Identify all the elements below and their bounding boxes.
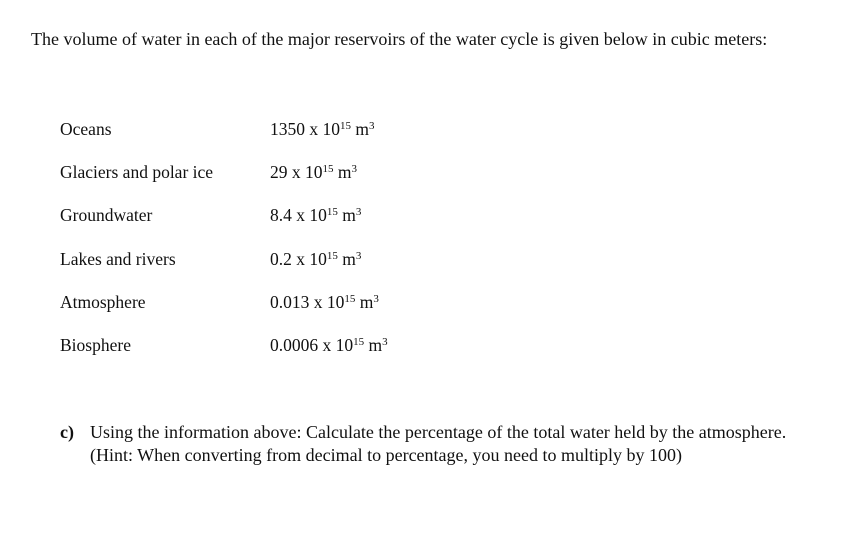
reservoir-volume: 0.0006 x $10^{15}$ $m^3$ <box>270 334 388 355</box>
reservoir-volume: 0.013 x $10^{15}$ $m^3$ <box>270 291 379 312</box>
reservoir-name: Glaciers and polar ice <box>60 162 214 183</box>
reservoir-name: Groundwater <box>60 205 153 226</box>
question-c <box>60 421 820 467</box>
question-text: Using the information above: Calculate the percentage of the total water held by the atmosphere. (Hint: When converting from decimal to percentage, you need to multiply by 100) <box>90 422 787 465</box>
reservoir-volume: 1350 x $10^{15}$ $m^3$ <box>270 119 375 139</box>
reservoir-name: Lakes and rivers <box>60 248 176 269</box>
reservoir-volume: 29 x $10^{15}$ $m^3$ <box>270 162 357 183</box>
intro-paragraph: The volume of water in each of the major reservoirs of the water cycle is given below in cubic meters: <box>31 29 768 49</box>
reservoir-name: Oceans <box>60 119 112 139</box>
reservoir-name: Biosphere <box>60 334 131 355</box>
reservoir-volume: 8.4 x $10^{15}$ $m^3$ <box>270 205 362 226</box>
reservoir-name: Atmosphere <box>60 291 146 312</box>
question-label: c) <box>60 422 74 442</box>
reservoir-volume: 0.2 x $10^{15}$ $m^3$ <box>270 248 362 269</box>
